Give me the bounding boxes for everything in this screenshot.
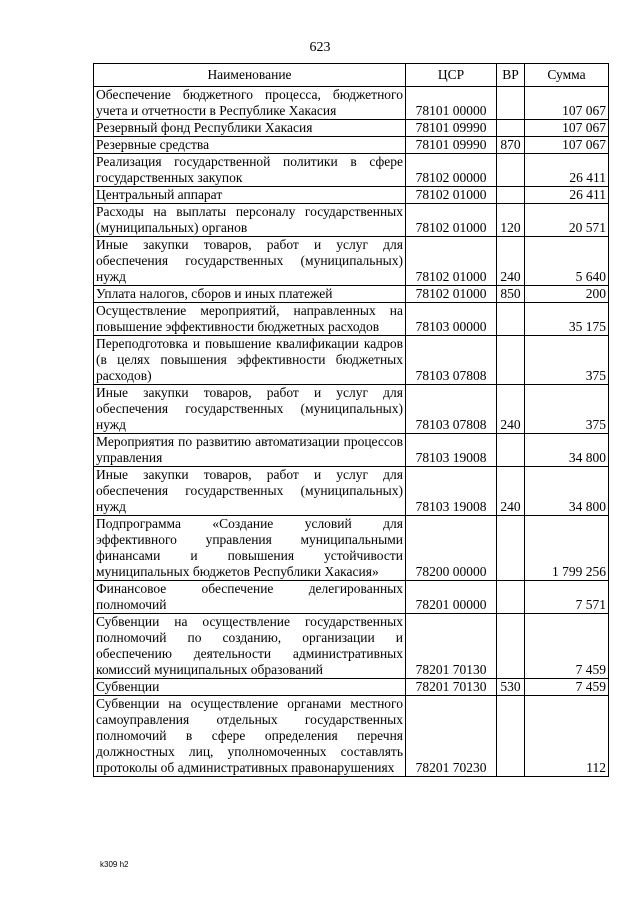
cell-vr xyxy=(497,154,525,187)
cell-sum: 107 067 xyxy=(525,87,609,120)
cell-sum: 34 800 xyxy=(525,434,609,467)
footer-code: k309 h2 xyxy=(100,860,129,869)
cell-vr xyxy=(497,516,525,581)
cell-sum: 7 459 xyxy=(525,614,609,679)
cell-csr: 78103 00000 xyxy=(406,303,497,336)
cell-csr: 78201 70230 xyxy=(406,696,497,777)
cell-name: Финансовое обеспечение делегированных полномочий xyxy=(94,581,406,614)
table-body xyxy=(94,87,609,777)
cell-csr: 78102 01000 xyxy=(406,286,497,303)
cell-name: Субвенции на осуществление государственных полномочий по созданию, организации и обеспечению деятельности административных комиссий муниципальных образований xyxy=(94,614,406,679)
table-header-row xyxy=(94,64,609,87)
cell-name: Резервные средства xyxy=(94,137,406,154)
cell-sum: 112 xyxy=(525,696,609,777)
cell-sum: 375 xyxy=(525,336,609,385)
cell-name: Уплата налогов, сборов и иных платежей xyxy=(94,286,406,303)
cell-csr: 78103 07808 xyxy=(406,336,497,385)
cell-name: Подпрограмма «Создание условий для эффективного управления муниципальными финансами и повышения устойчивости муниципальных бюджетов Республики Хакасия» xyxy=(94,516,406,581)
cell-name: Иные закупки товаров, работ и услуг для обеспечения государственных (муниципальных) нужд xyxy=(94,467,406,516)
cell-name: Иные закупки товаров, работ и услуг для обеспечения государственных (муниципальных) нужд xyxy=(94,385,406,434)
table-row xyxy=(94,204,609,237)
table-row xyxy=(94,696,609,777)
cell-vr: 240 xyxy=(497,385,525,434)
cell-name: Субвенции на осуществление органами местного самоуправления отдельных государственных полномочий в сфере определения перечня должностных лиц, уполномоченных составлять протоколы об административных правонарушениях xyxy=(94,696,406,777)
table-row xyxy=(94,614,609,679)
budget-table xyxy=(93,63,609,777)
cell-sum: 200 xyxy=(525,286,609,303)
cell-vr: 530 xyxy=(497,679,525,696)
cell-sum: 1 799 256 xyxy=(525,516,609,581)
cell-vr xyxy=(497,303,525,336)
cell-csr: 78101 00000 xyxy=(406,87,497,120)
cell-csr: 78103 19008 xyxy=(406,467,497,516)
cell-csr: 78200 00000 xyxy=(406,516,497,581)
table-row xyxy=(94,187,609,204)
table-row xyxy=(94,154,609,187)
cell-sum: 7 459 xyxy=(525,679,609,696)
page-number: 623 xyxy=(309,40,331,55)
header-csr: ЦСР xyxy=(406,64,497,87)
cell-csr: 78102 01000 xyxy=(406,187,497,204)
table-row xyxy=(94,87,609,120)
cell-csr: 78201 70130 xyxy=(406,614,497,679)
cell-name: Обеспечение бюджетного процесса, бюджетного учета и отчетности в Республике Хакасия xyxy=(94,87,406,120)
cell-name: Расходы на выплаты персоналу государственных (муниципальных) органов xyxy=(94,204,406,237)
cell-vr: 240 xyxy=(497,237,525,286)
cell-vr xyxy=(497,87,525,120)
cell-sum: 20 571 xyxy=(525,204,609,237)
cell-name: Иные закупки товаров, работ и услуг для обеспечения государственных (муниципальных) нужд xyxy=(94,237,406,286)
cell-name: Центральный аппарат xyxy=(94,187,406,204)
cell-vr xyxy=(497,434,525,467)
cell-sum: 35 175 xyxy=(525,303,609,336)
cell-csr: 78103 07808 xyxy=(406,385,497,434)
table-row xyxy=(94,581,609,614)
cell-csr: 78102 00000 xyxy=(406,154,497,187)
table-row xyxy=(94,336,609,385)
header-vr: ВР xyxy=(497,64,525,87)
table-row xyxy=(94,303,609,336)
cell-sum: 26 411 xyxy=(525,187,609,204)
table-row xyxy=(94,679,609,696)
table-row xyxy=(94,434,609,467)
cell-csr: 78102 01000 xyxy=(406,237,497,286)
cell-csr: 78201 70130 xyxy=(406,679,497,696)
table-row xyxy=(94,385,609,434)
cell-vr: 870 xyxy=(497,137,525,154)
cell-sum: 107 067 xyxy=(525,137,609,154)
cell-csr: 78102 01000 xyxy=(406,204,497,237)
table-row xyxy=(94,516,609,581)
cell-name: Осуществление мероприятий, направленных на повышение эффективности бюджетных расходов xyxy=(94,303,406,336)
table-row xyxy=(94,467,609,516)
cell-vr: 850 xyxy=(497,286,525,303)
cell-vr xyxy=(497,336,525,385)
table-row xyxy=(94,137,609,154)
cell-vr xyxy=(497,581,525,614)
cell-name: Мероприятия по развитию автоматизации процессов управления xyxy=(94,434,406,467)
cell-sum: 26 411 xyxy=(525,154,609,187)
cell-vr: 240 xyxy=(497,467,525,516)
header-name: Наименование xyxy=(94,64,406,87)
cell-vr xyxy=(497,120,525,137)
cell-csr: 78201 00000 xyxy=(406,581,497,614)
table-row xyxy=(94,120,609,137)
cell-name: Субвенции xyxy=(94,679,406,696)
cell-vr xyxy=(497,187,525,204)
cell-vr xyxy=(497,696,525,777)
cell-sum: 7 571 xyxy=(525,581,609,614)
table-row xyxy=(94,237,609,286)
cell-sum: 107 067 xyxy=(525,120,609,137)
header-sum: Сумма xyxy=(525,64,609,87)
cell-csr: 78103 19008 xyxy=(406,434,497,467)
cell-vr: 120 xyxy=(497,204,525,237)
cell-name: Реализация государственной политики в сфере государственных закупок xyxy=(94,154,406,187)
cell-csr: 78101 09990 xyxy=(406,120,497,137)
cell-sum: 34 800 xyxy=(525,467,609,516)
cell-csr: 78101 09990 xyxy=(406,137,497,154)
cell-sum: 375 xyxy=(525,385,609,434)
cell-name: Резервный фонд Республики Хакасия xyxy=(94,120,406,137)
cell-vr xyxy=(497,614,525,679)
table-row xyxy=(94,286,609,303)
cell-sum: 5 640 xyxy=(525,237,609,286)
cell-name: Переподготовка и повышение квалификации кадров (в целях повышения эффективности бюджетных расходов) xyxy=(94,336,406,385)
